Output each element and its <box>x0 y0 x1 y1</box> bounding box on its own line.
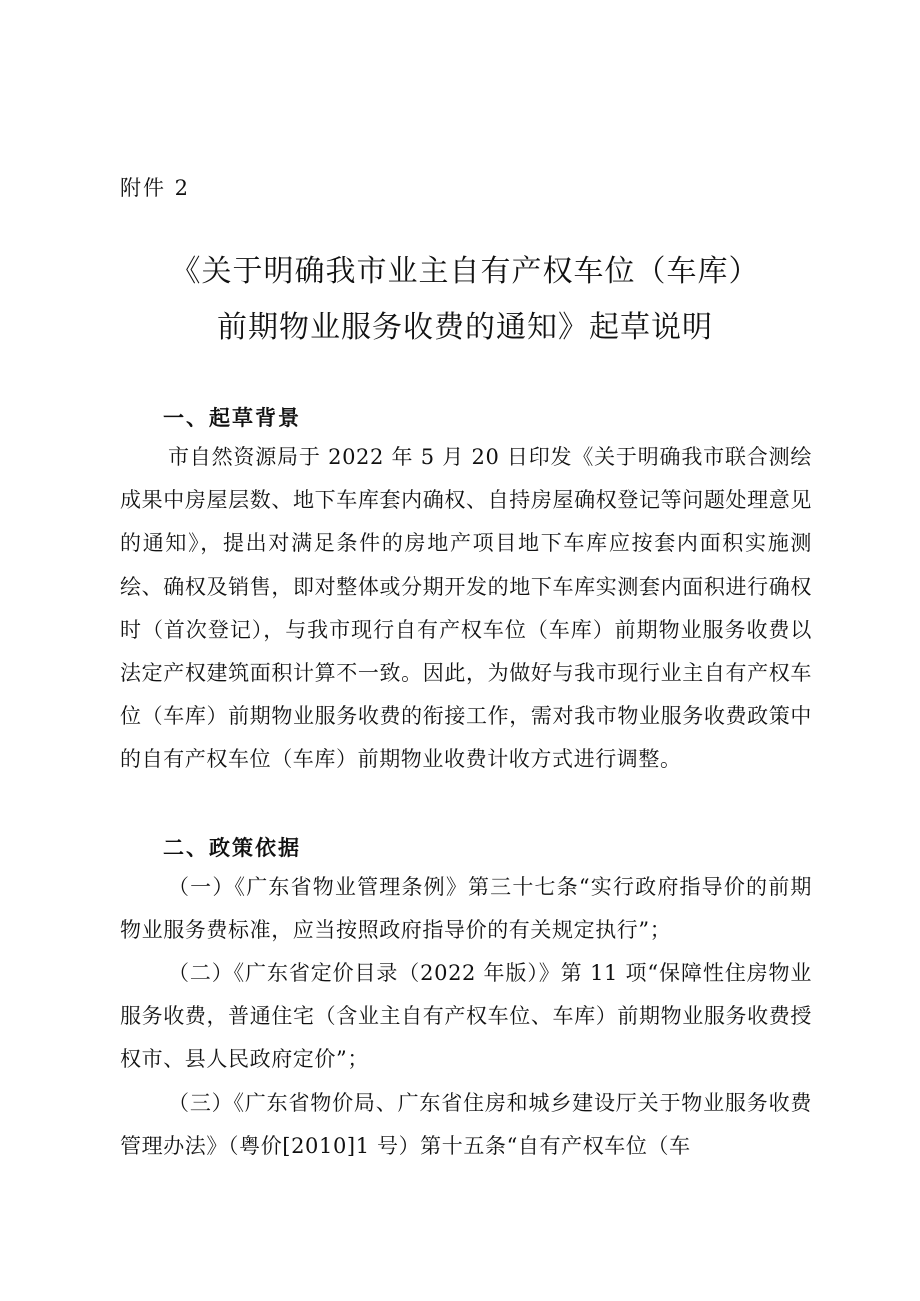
section-heading-background: 一、起草背景 <box>163 406 301 430</box>
attachment-label: 附件 2 <box>120 176 191 200</box>
paragraph-policy-basis-3: （三）《广东省物价局、广东省住房和城乡建设厅关于物业服务收费管理办法》（粤价[2010]1 号）第十五条“自有产权车位（车 <box>120 1091 812 1159</box>
paragraph-background: 市自然资源局于 2022 年 5 月 20 日印发《关于明确我市联合测绘成果中房屋层数、地下车库套内确权、自持房屋确权登记等问题处理意见的通知》，提出对满足条件的房地产项目地下车库应按套内面积实施测绘、确权及销售，即对整体或分期开发的地下车库实测套内面积进行确权时（首次登记），与我市现行自有产权车位（车库）前期物业服务收费以法定产权建筑面积计算不一致。因此，为做好与我市现行业主自有产权车位（车库）前期物业服务收费的衔接工作，需对我市物业服务收费政策中的自有产权车位（车库）前期物业收费计收方式进行调整。 <box>120 445 812 772</box>
document-title-line-1: 《关于明确我市业主自有产权车位（车库） <box>170 254 760 289</box>
document-title-line-2: 前期物业服务收费的通知》起草说明 <box>217 310 713 345</box>
paragraph-policy-basis-2: （二）《广东省定价目录（2022 年版）》第 11 项“保障性住房物业服务收费，普通住宅（含业主自有产权车位、车库）前期物业服务收费授权市、县人民政府定价”； <box>120 961 812 1072</box>
paragraph-policy-basis-1: （一）《广东省物业管理条例》第三十七条“实行政府指导价的前期物业服务费标准，应当按照政府指导价的有关规定执行”； <box>120 875 812 943</box>
section-heading-policy-basis: 二、政策依据 <box>163 836 301 860</box>
